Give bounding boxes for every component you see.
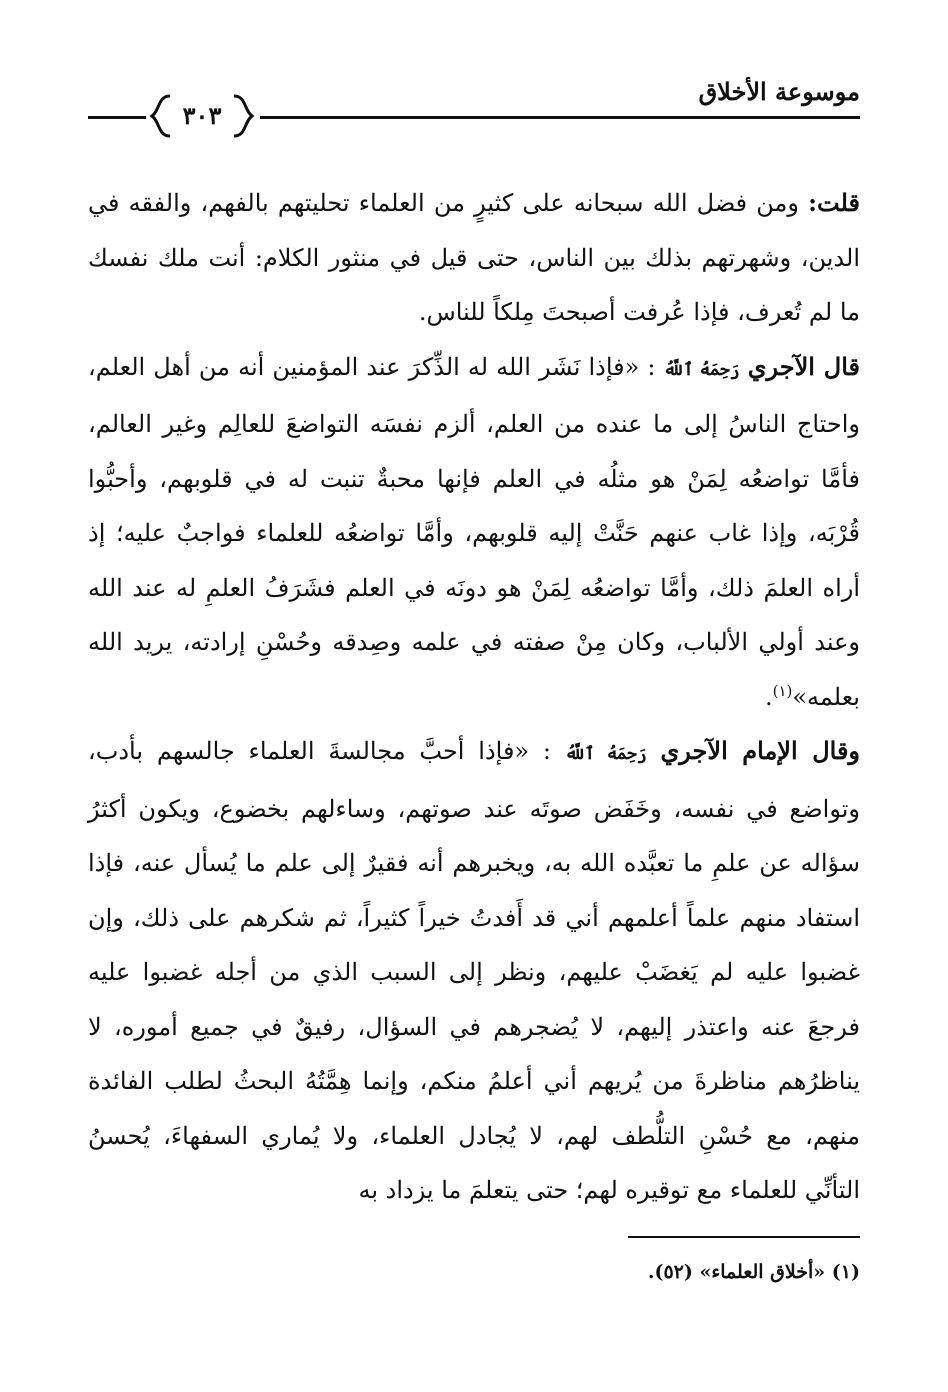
paragraph-tail: . bbox=[764, 682, 773, 711]
paragraph-lead: قلت: bbox=[808, 188, 861, 217]
page-number: ٣٠٣ bbox=[182, 101, 222, 130]
paragraph-lead: قال الآجري bbox=[747, 351, 860, 381]
header-rule bbox=[260, 116, 860, 119]
honorific-phrase: رَحِمَهُ ٱللَّهُ bbox=[663, 359, 740, 380]
paragraph-lead: وقال الإمام الآجري bbox=[660, 736, 861, 765]
running-header-title: موسوعة الأخلاق bbox=[698, 77, 860, 106]
paragraph-3 bbox=[88, 724, 860, 1218]
paragraph-1 bbox=[88, 176, 860, 340]
paragraph-text: : «فإذا أحبَّ مجالسةَ العلماء جالسهم بأدب، وتواضع في نفسه، وخَفَض صوتَه عند صوتهم، وساءلهم بخضوع، ويكون أكثرُ سؤاله عن علمِ ما تعبَّده الله به، ويخبرهم أنه فقيرٌ إلى علم ما يُسأل عنه، فإذا استفاد منهم علماً أعلمهم أني قد أَفدتُ خيراً كثيراً، ثم شكرهم على ذلك، وإن غضبوا عليه لم يَغضَبْ عليهم، ونظر إلى السبب الذي من أجله غضبوا عليه فرجعَ عنه واعتذر إليهم، لا يُضجرهم في السؤال، رفيقٌ في جميع أموره، لا يناظرُهم مناظرةَ من يُريهم أني أعلمُ منكم، وإنما هِمَّتُهُ البحثُ لطلب الفائدة منهم، مع حُسْنِ التلُّطف لهم، لا يُجادل العلماء، ولا يُماري السفهاءَ، يُحسنُ التأنِّي للعلماء مع توقيره لهم؛ حتى يتعلمَ ما يزداد به bbox=[88, 737, 860, 1204]
paragraph-2 bbox=[88, 340, 860, 725]
body-text bbox=[88, 176, 860, 1218]
footnote-reference[interactable]: (١) bbox=[772, 681, 793, 700]
footnote: (١) «أخلاق العلماء» (٥٢). bbox=[647, 1261, 860, 1283]
honorific-phrase: رَحِمَهُ ٱللَّهُ bbox=[564, 744, 647, 764]
paragraph-text: : «فإذا نَشَر الله له الذِّكرَ عند المؤمنين أنه من أهل العلم، واحتاج الناسُ إلى ما عنده من العلم، ألزم نفسَه التواضعَ للعالِم وغير العالم، فأمَّا تواضعُه لِمَنْ هو مثلُه في العلم فإنها محبةٌ تنبت له في قلوبهم، وأحبُّوا قُرْبَه، وإذا غاب عنهم حَنَّتْ إليه قلوبهم، وأمَّا تواضعُه للعلماء فواجبٌ عليه؛ إذ أراه العلمَ ذلك، وأمَّا تواضعُه لِمَنْ هو دونَه في العلم فشَرَفُ العلمِ له عند الله وعند أولي الألباب، وكان مِنْ صفته في علمه وصِدقه وحُسْنِ إرادته، يريد الله بعلمه» bbox=[88, 352, 861, 711]
paragraph-text: ومن فضل الله سبحانه على كثيرٍ من العلماء تحليتهم بالفهم، والفقه في الدين، وشهرتهم بذلك بين الناس، حتى قيل في منثور الكلام: أنت ملك نفسك ما لم تُعرف، فإذا عُرفت أصبحتَ مِلكاً للناس. bbox=[88, 189, 860, 326]
footnote-separator bbox=[628, 1236, 860, 1238]
page-number-frame bbox=[146, 92, 258, 140]
header-rule-short bbox=[88, 116, 146, 119]
